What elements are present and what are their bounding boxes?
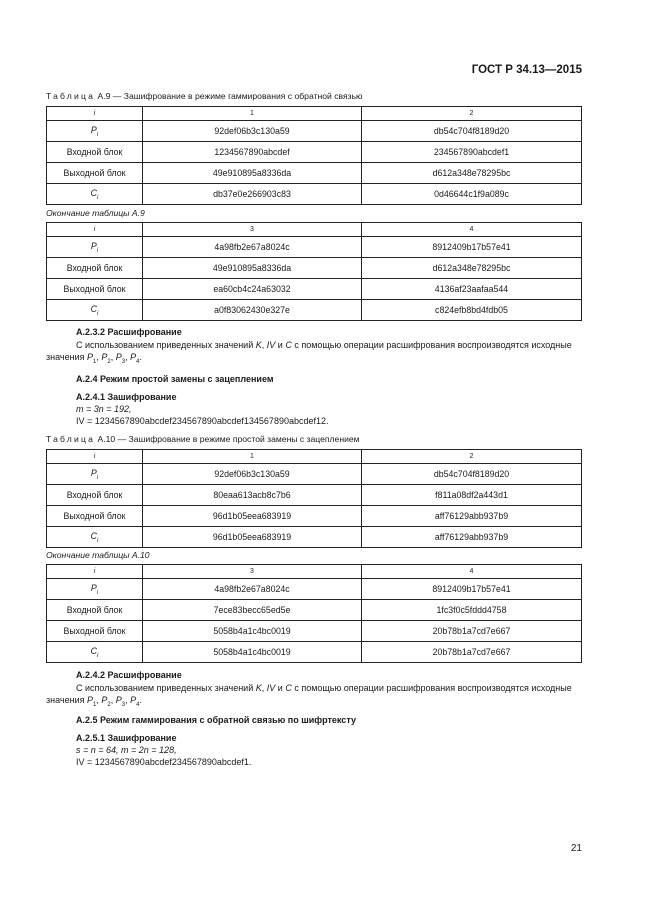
table-header-cell: 4	[362, 223, 582, 237]
table-caption-label: Таблица	[46, 91, 96, 101]
table-row	[47, 184, 582, 205]
row-label: Выходной блок	[63, 168, 126, 178]
row-label-cell	[47, 579, 143, 600]
row-label-cell	[47, 237, 143, 258]
table-cell: 5058b4a1c4bc0019	[143, 642, 362, 663]
variable-subscript: 3	[121, 358, 126, 365]
table-header-cell: 2	[362, 450, 582, 464]
table-a9-cont-caption: Окончание таблицы А.9	[46, 208, 145, 218]
table-row	[47, 621, 582, 642]
paragraph-text: C	[285, 340, 292, 350]
row-label: Входной блок	[66, 605, 123, 615]
table-a9-cont	[46, 222, 582, 321]
table-header-cell: 3	[143, 223, 362, 237]
variable-subscript: 3	[121, 701, 126, 708]
section-heading-a25: А.2.5 Режим гаммирования с обратной связью по шифртексту	[76, 715, 356, 725]
table-cell: 49e910895a8336da	[143, 258, 362, 279]
table-cell: 92def06b3c130a59	[143, 464, 362, 485]
table-cell: db54c704f8189d20	[362, 121, 582, 142]
table-a10-caption	[46, 434, 360, 444]
row-label-cell	[47, 485, 143, 506]
row-label-subscript: i	[96, 474, 99, 481]
row-label-cell	[47, 621, 143, 642]
table-a9-caption	[46, 91, 363, 101]
table-header-cell: i	[47, 450, 143, 464]
section-heading-a251: А.2.5.1 Зашифрование	[76, 733, 177, 743]
paragraph-text: C	[285, 683, 292, 693]
table-cell: c824efb8bd4fdb05	[362, 300, 582, 321]
table-header-row	[47, 107, 582, 121]
paragraph-text: и	[275, 683, 286, 693]
row-label: P	[90, 124, 97, 135]
table-cell: d612a348e78295bc	[362, 163, 582, 184]
row-label-subscript: i	[97, 194, 99, 201]
paragraph-text: IV	[266, 683, 276, 693]
paragraph-text: с помощью операции расшифрования воспроизводятся исходные значения	[46, 340, 572, 362]
variable-subscript: 1	[93, 701, 97, 708]
row-label: Выходной блок	[63, 511, 126, 521]
table-header-cell: 4	[362, 565, 582, 579]
table-cell: 0d46644c1f9a089c	[362, 184, 582, 205]
table-a10-cont-caption: Окончание таблицы А.10	[46, 550, 150, 560]
row-label-cell	[47, 600, 143, 621]
table-cell: 1fc3f0c5fddd4758	[362, 600, 582, 621]
table-header-cell: 3	[143, 565, 362, 579]
table-header-cell: 1	[143, 107, 362, 121]
table-cell: 80eaa613acb8c7b6	[143, 485, 362, 506]
table-cell: 92def06b3c130a59	[143, 121, 362, 142]
formula-line-s: s = n = 64, m = 2n = 128,	[76, 745, 177, 755]
table-row	[47, 279, 582, 300]
row-label-subscript: i	[96, 131, 99, 138]
table-cell: db54c704f8189d20	[362, 464, 582, 485]
table-a10	[46, 449, 582, 548]
paragraph-text: ,	[261, 683, 267, 693]
variable-subscript: 2	[107, 701, 111, 708]
table-header-cell: i	[47, 223, 143, 237]
table-row	[47, 237, 582, 258]
row-label-cell	[47, 184, 143, 205]
table-cell: d612a348e78295bc	[362, 258, 582, 279]
section-heading-a242: А.2.4.2 Расшифрование	[76, 670, 182, 680]
row-label-cell	[47, 527, 143, 548]
formula-line-iv: IV = 1234567890abcdef234567890abcdef134567890abcdef12.	[76, 416, 329, 426]
paragraph-text: С использованием приведенных значений	[76, 340, 256, 350]
row-label: Выходной блок	[63, 626, 126, 636]
section-heading-a232: А.2.3.2 Расшифрование	[76, 327, 182, 337]
variable-p: P	[130, 694, 137, 705]
variable-p: P	[86, 351, 93, 362]
table-row	[47, 300, 582, 321]
table-cell: 5058b4a1c4bc0019	[143, 621, 362, 642]
row-label-cell	[47, 258, 143, 279]
table-row	[47, 121, 582, 142]
row-label: Входной блок	[66, 263, 123, 273]
variable-p: P	[130, 351, 137, 362]
table-row	[47, 642, 582, 663]
table-caption-text: А.10 — Зашифрование в режиме простой замены с зацеплением	[97, 434, 360, 444]
table-cell: 20b78b1a7cd7e667	[362, 621, 582, 642]
paragraph-text: и	[275, 340, 286, 350]
table-caption-label: Таблица	[46, 434, 96, 444]
table-cell: 49e910895a8336da	[143, 163, 362, 184]
table-cell: aff76129abb937b9	[362, 506, 582, 527]
row-label-cell	[47, 300, 143, 321]
table-cell: f811a08df2a443d1	[362, 485, 582, 506]
row-label: Выходной блок	[63, 284, 126, 294]
paragraph-text: с помощью операции расшифрования воспроизводятся исходные значения	[46, 683, 572, 705]
row-label: P	[90, 467, 97, 478]
table-row	[47, 506, 582, 527]
row-label-subscript: i	[97, 652, 99, 659]
row-label-subscript: i	[96, 589, 99, 596]
row-label-subscript: i	[96, 247, 99, 254]
table-cell: a0f83062430e327e	[143, 300, 362, 321]
table-cell: 4a98fb2e67a8024c	[143, 579, 362, 600]
paragraph-a242: С использованием приведенных значений K, IV и C с помощью операции расшифрования воспроизводятся исходные значения $P_1$, $P_2$, $P_3$, $P_4$.	[46, 683, 572, 708]
paragraph-text: IV	[266, 340, 276, 350]
table-cell: 234567890abcdef1	[362, 142, 582, 163]
variable-p: P	[115, 351, 122, 362]
table-row	[47, 142, 582, 163]
formula-line-iv2: IV = 1234567890abcdef234567890abcdef1.	[76, 757, 252, 767]
paragraph-text: K	[255, 683, 262, 693]
table-cell: 4a98fb2e67a8024c	[143, 237, 362, 258]
table-caption-text: А.9 — Зашифрование в режиме гаммирования с обратной связью	[97, 91, 363, 101]
row-label: Входной блок	[66, 490, 123, 500]
table-header-row	[47, 450, 582, 464]
variable-subscript: 4	[136, 701, 140, 708]
row-label-subscript: i	[97, 537, 99, 544]
row-label: P	[90, 582, 97, 593]
variable-p: P	[101, 351, 108, 362]
table-header-row	[47, 565, 582, 579]
variable-p: P	[101, 694, 108, 705]
variable-p: P	[115, 694, 122, 705]
table-a10-cont	[46, 564, 582, 663]
section-heading-a24: А.2.4 Режим простой замены с зацеплением	[76, 374, 274, 384]
table-cell: 4136af23aafaa544	[362, 279, 582, 300]
table-cell: 8912409b17b57e41	[362, 579, 582, 600]
table-row	[47, 163, 582, 184]
row-label-subscript: i	[97, 310, 99, 317]
paragraph-a232: С использованием приведенных значений K, IV и C с помощью операции расшифрования воспроизводятся исходные значения $P_1$, $P_2$, $P_3$, $P_4$.	[46, 340, 572, 365]
row-label-cell	[47, 506, 143, 527]
paragraph-text: ,	[261, 340, 267, 350]
row-label-cell	[47, 642, 143, 663]
row-label-cell	[47, 121, 143, 142]
table-cell: ea60cb4c24a63032	[143, 279, 362, 300]
row-label: C	[90, 530, 97, 541]
table-row	[47, 579, 582, 600]
row-label-cell	[47, 279, 143, 300]
row-label-cell	[47, 464, 143, 485]
variable-p: P	[86, 694, 93, 705]
formula-line-m: m = 3n = 192,	[76, 404, 132, 414]
paragraph-text: С использованием приведенных значений	[76, 683, 256, 693]
variable-subscript: 4	[136, 358, 140, 365]
table-a9	[46, 106, 582, 205]
table-cell: 96d1b05eea683919	[143, 527, 362, 548]
table-cell: 96d1b05eea683919	[143, 506, 362, 527]
table-cell: 8912409b17b57e41	[362, 237, 582, 258]
table-header-cell: 2	[362, 107, 582, 121]
row-label-cell	[47, 163, 143, 184]
row-label: P	[90, 240, 97, 251]
row-label: C	[90, 645, 97, 656]
table-cell: db37e0e266903c83	[143, 184, 362, 205]
table-cell: 20b78b1a7cd7e667	[362, 642, 582, 663]
table-header-row	[47, 223, 582, 237]
paragraph-text: K	[255, 340, 262, 350]
table-header-cell: i	[47, 107, 143, 121]
section-heading-a241: А.2.4.1 Зашифрование	[76, 392, 177, 402]
row-label-cell	[47, 142, 143, 163]
document-header: ГОСТ Р 34.13—2015	[471, 64, 582, 76]
table-cell: 7ece83becc65ed5e	[143, 600, 362, 621]
table-row	[47, 258, 582, 279]
page-number: 21	[570, 843, 582, 854]
table-row	[47, 600, 582, 621]
table-row	[47, 464, 582, 485]
variable-subscript: 2	[107, 358, 111, 365]
table-row	[47, 527, 582, 548]
variable-subscript: 1	[93, 358, 97, 365]
table-header-cell: i	[47, 565, 143, 579]
table-row	[47, 485, 582, 506]
table-cell: aff76129abb937b9	[362, 527, 582, 548]
table-header-cell: 1	[143, 450, 362, 464]
table-cell: 1234567890abcdef	[143, 142, 362, 163]
row-label: C	[90, 187, 97, 198]
row-label: C	[90, 303, 97, 314]
row-label: Входной блок	[66, 147, 123, 157]
